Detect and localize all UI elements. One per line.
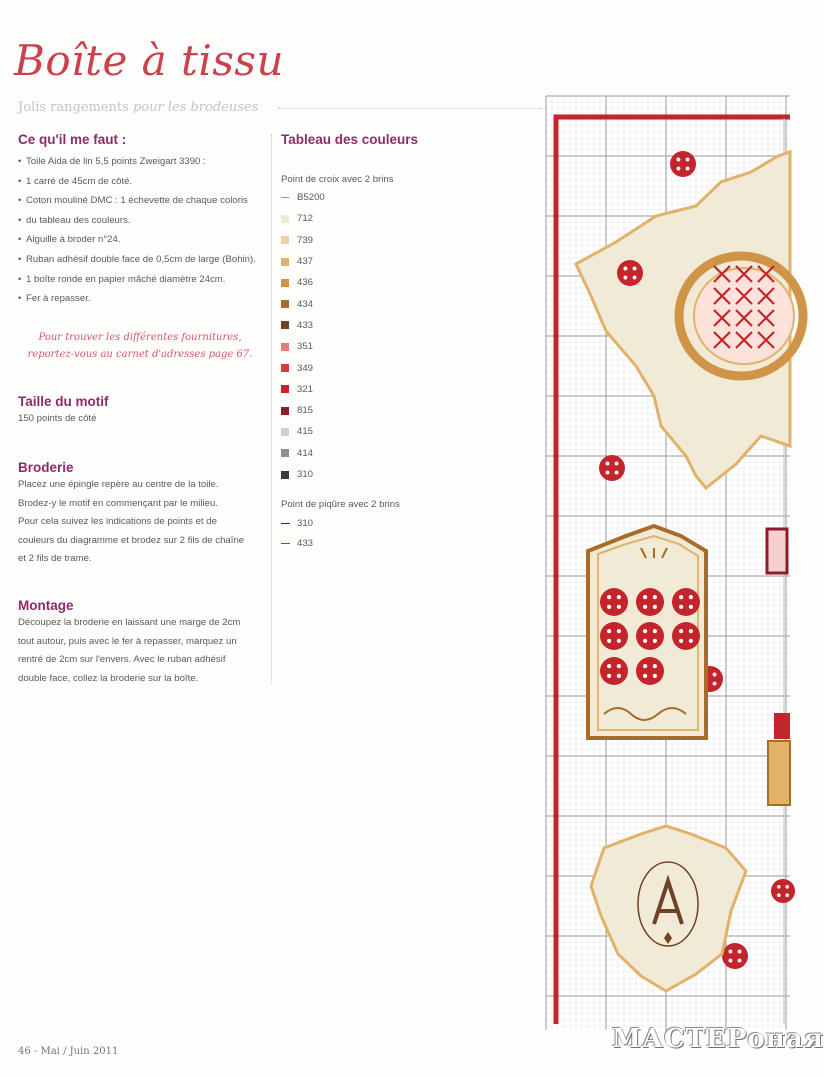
button-hole [617,629,621,633]
button-motif [599,455,625,481]
color-swatch [281,321,289,329]
button-hole [617,674,621,678]
button-hole [679,639,683,643]
color-row [281,230,541,251]
button-hole [686,158,690,162]
text-line: rentré de 2cm sur l'envers. Avec le ruban adhésif [18,654,226,665]
color-swatch [281,236,289,244]
color-code: 349 [297,362,314,374]
color-swatch [281,364,289,372]
color-swatch [281,471,289,479]
color-row [281,379,541,400]
embroidery-text [18,476,266,569]
color-code: B5200 [297,192,325,204]
thread-fragment [774,713,790,739]
color-code: 310 [297,469,314,480]
text-line: et 2 fils de trame. [18,553,92,564]
button-hole [606,462,610,466]
oval-inner [694,268,794,364]
color-swatch [281,385,289,393]
supplies-note [22,329,258,363]
color-swatch [281,449,289,457]
button-hole [679,605,683,609]
button-hole [677,158,681,162]
button-hole [777,893,781,897]
button-hole [643,629,647,633]
color-code: 434 [297,298,314,310]
color-code: 437 [297,256,314,268]
color-code: 436 [297,277,314,289]
button-hole [729,950,733,954]
materials-item-continued: • du tableau des couleurs. [18,211,266,231]
embroidery-heading: Broderie [18,460,74,475]
materials-item: • Toile Aida de lin 5,5 points Zweigart 3390 : [18,152,266,172]
color-row [281,421,541,442]
cross-stitch-label: Point de croix avec 2 brins [281,174,394,185]
button-hole [633,267,637,271]
page-subtitle [18,100,258,115]
note-line: reportez-vous au carnet d'adresses page 67. [27,349,253,360]
assembly-section [18,598,266,688]
color-row [281,464,541,485]
label-fragment [767,529,787,573]
button-motif [636,657,664,685]
color-swatch [281,300,289,308]
button-hole [624,267,628,271]
button-hole [615,471,619,475]
button-hole [607,664,611,668]
button-hole [643,639,647,643]
button-hole [607,674,611,678]
title-divider [278,108,542,109]
size-heading: Taille du motif [18,394,109,409]
size-text: 150 points de côté [18,413,97,424]
text-line: Pour cela suivez les indications de points et de [18,516,217,527]
backstitch-label: Point de piqûre avec 2 brins [281,499,400,511]
color-row [281,443,541,464]
button-hole [617,595,621,599]
button-hole [607,639,611,643]
color-swatch [281,197,289,198]
button-hole [653,639,657,643]
color-swatch [281,279,289,287]
backstitch-line [281,543,290,544]
button-hole [606,471,610,475]
note-line: Pour trouver les différentes fournitures, [38,332,242,343]
button-hole [679,595,683,599]
color-code: 815 [297,405,314,417]
button-motif [600,588,628,616]
button-hole [643,674,647,678]
button-hole [653,629,657,633]
color-row [281,293,541,314]
button-hole [643,595,647,599]
button-hole [624,276,628,280]
color-swatch [281,428,289,436]
backstitch-line [281,523,290,524]
materials-item-continued: • 1 carré de 45cm de côté. [18,172,266,192]
button-hole [653,664,657,668]
button-hole [738,959,742,963]
backstitch-list [281,514,541,553]
button-hole [689,629,693,633]
button-motif [636,622,664,650]
button-hole [679,629,683,633]
text-line: Placez une épingle repère au centre de la toile. [18,479,219,490]
page-footer [18,1046,118,1057]
button-motif [600,622,628,650]
button-hole [607,629,611,633]
color-row [281,251,541,272]
backstitch-row [281,534,541,554]
button-hole [686,167,690,171]
footer-separator: - [33,1046,41,1057]
backstitch-code: 310 [297,518,314,530]
button-motif [771,879,795,903]
backstitch-row [281,514,541,534]
button-motif [672,622,700,650]
embroidery-section [18,460,266,569]
button-hole [729,959,733,963]
text-line: tout autour, puis avec le fer à repasser, marquez un [18,635,237,647]
materials-item: • Coton mouliné DMC : 1 échevette de chaque coloris [18,191,266,211]
color-code: 414 [297,447,314,459]
button-motif [636,588,664,616]
issue-date: Mai / Juin 2011 [40,1046,119,1057]
button-hole [643,664,647,668]
button-hole [607,595,611,599]
button-hole [689,605,693,609]
button-motif [722,943,748,969]
color-code: 712 [297,213,314,225]
color-row [281,357,541,378]
color-row [281,208,541,229]
cross-stitch-list [281,187,541,485]
color-swatch [281,343,289,351]
button-hole [633,276,637,280]
text-line: couleurs du diagramme et brodez sur 2 fils de chaîne [18,534,245,546]
color-code: 321 [297,383,314,395]
materials-item: • 1 boîte ronde en papier mâché diamètre 24cm. [18,270,266,290]
text-line: double face, collez la broderie sur la boîte. [18,672,199,684]
button-motif [600,657,628,685]
colors-heading: Tableau des couleurs [281,132,419,147]
button-hole [777,885,781,889]
button-hole [607,605,611,609]
button-hole [785,885,789,889]
color-row [281,272,541,293]
color-swatch [281,407,289,415]
button-hole [617,605,621,609]
color-code: 415 [297,426,314,438]
button-hole [617,639,621,643]
button-hole [713,673,717,677]
text-line: Découpez la broderie en laissant une marge de 2cm [18,617,241,628]
button-motif [670,151,696,177]
color-swatch [281,258,289,266]
spool-fragment [768,741,790,805]
column-divider [271,134,272,684]
materials-list [18,152,266,309]
text-line: Brodez-y le motif en commençant par le milieu. [18,497,218,509]
button-hole [689,639,693,643]
button-hole [615,462,619,466]
button-hole [677,167,681,171]
backstitch-code: 433 [297,537,314,549]
color-code: 739 [297,234,314,246]
color-row [281,187,541,208]
cross-stitch-chart [546,96,790,1030]
page-number: 46 [18,1046,31,1057]
button-hole [643,605,647,609]
button-hole [785,893,789,897]
button-hole [738,950,742,954]
assembly-heading: Montage [18,598,74,613]
materials-heading: Ce qu'il me faut : [18,132,127,147]
button-hole [689,595,693,599]
color-code: 433 [297,319,314,331]
materials-section [18,132,266,360]
button-hole [653,595,657,599]
assembly-text [18,614,266,688]
color-code: 351 [297,341,314,353]
color-row [281,315,541,336]
size-section [18,394,266,429]
button-hole [653,605,657,609]
materials-item: • Fer à repasser. [18,289,266,309]
button-hole [713,682,717,686]
subtitle-italic: pour les brodeuses [132,100,259,115]
colors-table [281,132,541,553]
color-row [281,336,541,357]
button-hole [617,664,621,668]
page-title: Boîte à tissu [14,36,285,85]
subtitle-regular: Jolis rangements [18,100,129,115]
materials-item: • Ruban adhésif double face de 0,5cm de large (Bohin). [18,250,266,270]
color-row [281,400,541,421]
watermark: МАСТЕРоная [612,1024,824,1054]
materials-item: • Aiguille à broder n°24. [18,230,266,250]
button-hole [653,674,657,678]
button-motif [617,260,643,286]
button-motif [672,588,700,616]
color-swatch [281,215,289,223]
